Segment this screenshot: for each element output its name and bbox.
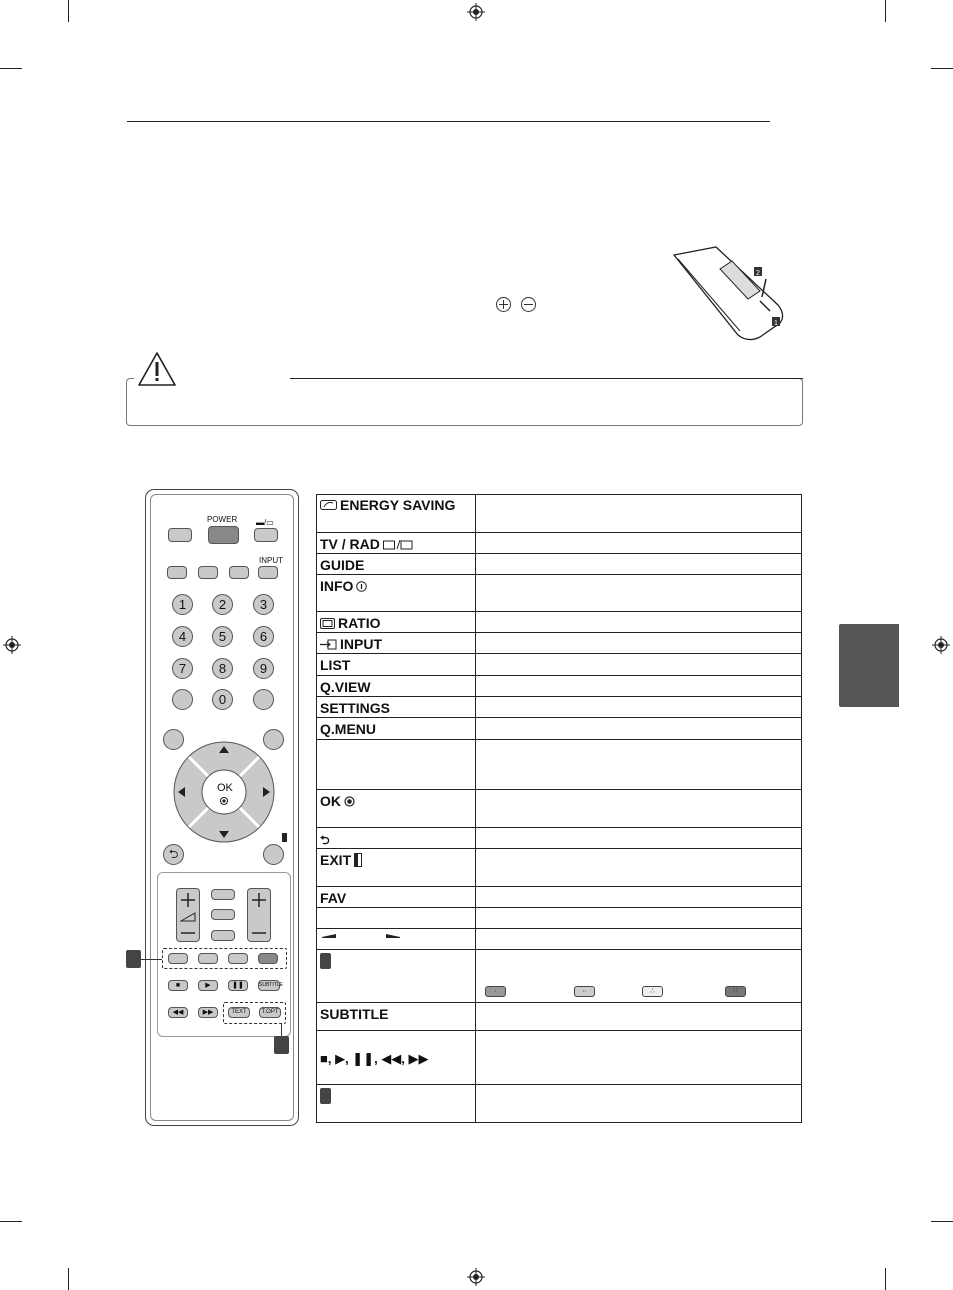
exit-marker-icon [282, 833, 287, 842]
number-button-2[interactable]: 2 [212, 594, 233, 615]
callout-2-icon [320, 1088, 331, 1104]
table-row [316, 717, 802, 739]
play-button[interactable]: ▶ [198, 980, 218, 991]
registration-mark-icon [3, 636, 21, 654]
header-rule [127, 121, 770, 122]
number-button-0[interactable]: 0 [212, 689, 233, 710]
button-function-table [316, 494, 802, 1123]
settings-label: SETTINGS [320, 700, 391, 716]
red-key-icon: · [485, 986, 506, 997]
ok-dot-icon [344, 796, 355, 807]
battery-polarity [496, 297, 536, 312]
rewind-button[interactable]: ◀◀ [168, 1007, 188, 1018]
guide-label: GUIDE [320, 557, 365, 573]
plus-terminal-icon [496, 297, 511, 312]
3d-button[interactable] [211, 909, 235, 920]
table-row [316, 696, 802, 717]
subtitle-label: SUBTITLE [320, 1006, 389, 1022]
row-key [320, 932, 413, 940]
table-row [316, 611, 802, 632]
input-icon [320, 639, 337, 650]
arrow-pair-icon [320, 932, 410, 940]
number-button-3[interactable]: 3 [253, 594, 274, 615]
q-menu-label: Q.MENU [320, 721, 376, 737]
caution-box [126, 378, 803, 426]
table-row [316, 675, 802, 696]
pause-button[interactable]: ❚❚ [228, 980, 248, 991]
guide-button[interactable] [167, 566, 187, 579]
channel-icon [248, 889, 270, 941]
yellow-key-icon: ∴ [642, 986, 663, 997]
energy-saving-label: ENERGY SAVING [340, 497, 456, 513]
table-row [316, 532, 802, 553]
ok-label: OK [217, 782, 233, 794]
input-row-label: INPUT [340, 636, 382, 652]
fav-button[interactable] [211, 889, 235, 900]
table-row [316, 739, 802, 789]
crop-mark [931, 1221, 953, 1222]
crop-mark [885, 1268, 886, 1290]
table-row [316, 553, 802, 574]
table-row [316, 848, 802, 886]
crop-mark [931, 68, 953, 69]
minus-terminal-icon [521, 297, 536, 312]
q-view-button[interactable] [253, 689, 274, 710]
callout-1-leader [141, 959, 162, 960]
green-key-icon: ·· [574, 986, 595, 997]
table-row [316, 632, 802, 653]
row-key [320, 852, 362, 868]
row-key [320, 1051, 429, 1067]
tv-radio-icon [383, 539, 413, 550]
registration-mark-icon [932, 636, 950, 654]
number-button-9[interactable]: 9 [253, 658, 274, 679]
registration-mark-icon [467, 1268, 485, 1286]
table-row [316, 574, 802, 611]
ratio-button[interactable] [229, 566, 249, 579]
crop-mark [68, 1268, 69, 1290]
yellow-button[interactable] [228, 953, 248, 964]
number-button-8[interactable]: 8 [212, 658, 233, 679]
blue-key-icon: ∷ [725, 986, 746, 997]
green-button[interactable] [198, 953, 218, 964]
tv-rad-label: TV / RAD [320, 536, 380, 552]
row-key [320, 1006, 388, 1022]
tv-rad-icon: ▬/▭ [256, 518, 274, 527]
mute-button[interactable] [211, 930, 235, 941]
subtitle-button[interactable]: SUBTITLE [258, 980, 280, 991]
table-row [316, 827, 802, 848]
row-key [320, 536, 413, 552]
volume-icon [177, 889, 199, 941]
svg-text:2: 2 [756, 270, 760, 277]
table-row [316, 886, 802, 907]
table-row [316, 789, 802, 827]
caution-rule [290, 378, 803, 379]
warning-triangle-icon [137, 351, 177, 387]
power-label: POWER [207, 515, 238, 524]
table-row [316, 653, 802, 675]
info-button[interactable] [198, 566, 218, 579]
row-key [320, 557, 364, 573]
fast-forward-button[interactable]: ▶▶ [198, 1007, 218, 1018]
crop-mark [0, 1221, 22, 1222]
row-key [320, 636, 382, 652]
registration-mark-icon [467, 3, 485, 21]
q-view-label: Q.VIEW [320, 679, 371, 695]
row-key [320, 615, 381, 631]
crop-mark [0, 68, 22, 69]
callout-2 [274, 1036, 289, 1054]
row-key [320, 890, 346, 906]
row-key [320, 679, 371, 695]
row-key [320, 793, 355, 809]
exit-label: EXIT [320, 852, 352, 868]
tv-rad-button[interactable] [254, 528, 278, 542]
list-button[interactable] [172, 689, 193, 710]
svg-text:1: 1 [774, 320, 778, 327]
red-button[interactable] [168, 953, 188, 964]
row-key [320, 1088, 334, 1104]
crop-mark [68, 0, 69, 22]
callout-1-icon [320, 953, 331, 969]
row-key [320, 497, 455, 513]
exit-button[interactable] [263, 844, 284, 865]
back-button[interactable]: ⮌ [163, 844, 184, 865]
crop-mark [885, 0, 886, 22]
number-button-5[interactable]: 5 [212, 626, 233, 647]
input-button[interactable] [258, 566, 278, 579]
number-button-7[interactable]: 7 [172, 658, 193, 679]
table-row [316, 928, 802, 949]
info-icon [356, 581, 367, 592]
number-button-6[interactable]: 6 [253, 626, 274, 647]
stop-button[interactable]: ■ [168, 980, 188, 991]
table-row [316, 949, 802, 1002]
eco-icon [320, 500, 337, 510]
back-icon: ⮌ [320, 833, 330, 847]
row-key [320, 578, 367, 594]
blue-button[interactable] [258, 953, 278, 964]
text-button[interactable]: TEXT [228, 1007, 250, 1018]
table-row [316, 1084, 802, 1123]
input-label: INPUT [259, 556, 283, 565]
ratio-label: RATIO [338, 615, 381, 631]
row-key [320, 953, 334, 969]
row-key [320, 700, 390, 716]
battery-cover-illustration [668, 245, 788, 345]
table-row [316, 907, 802, 928]
chapter-tab [839, 624, 899, 707]
row-key [320, 721, 376, 737]
fav-label: FAV [320, 890, 347, 906]
info-label: INFO [320, 578, 354, 594]
callout-1 [126, 950, 141, 968]
energy-saving-button[interactable] [168, 528, 192, 542]
t-opt-button[interactable]: T.OPT [259, 1007, 281, 1018]
row-key [320, 657, 350, 673]
power-button[interactable] [208, 526, 239, 544]
number-button-4[interactable]: 4 [172, 626, 193, 647]
ratio-icon [320, 618, 335, 629]
exit-icon [354, 853, 362, 867]
number-button-1[interactable]: 1 [172, 594, 193, 615]
table-row [316, 1030, 802, 1084]
playback-keys-label: ■, ▶, ❚❚, ◀◀, ▶▶ [320, 1051, 429, 1066]
table-row [316, 494, 802, 532]
ok-row-label: OK [320, 793, 341, 809]
table-row [316, 1002, 802, 1030]
list-label: LIST [320, 657, 351, 673]
